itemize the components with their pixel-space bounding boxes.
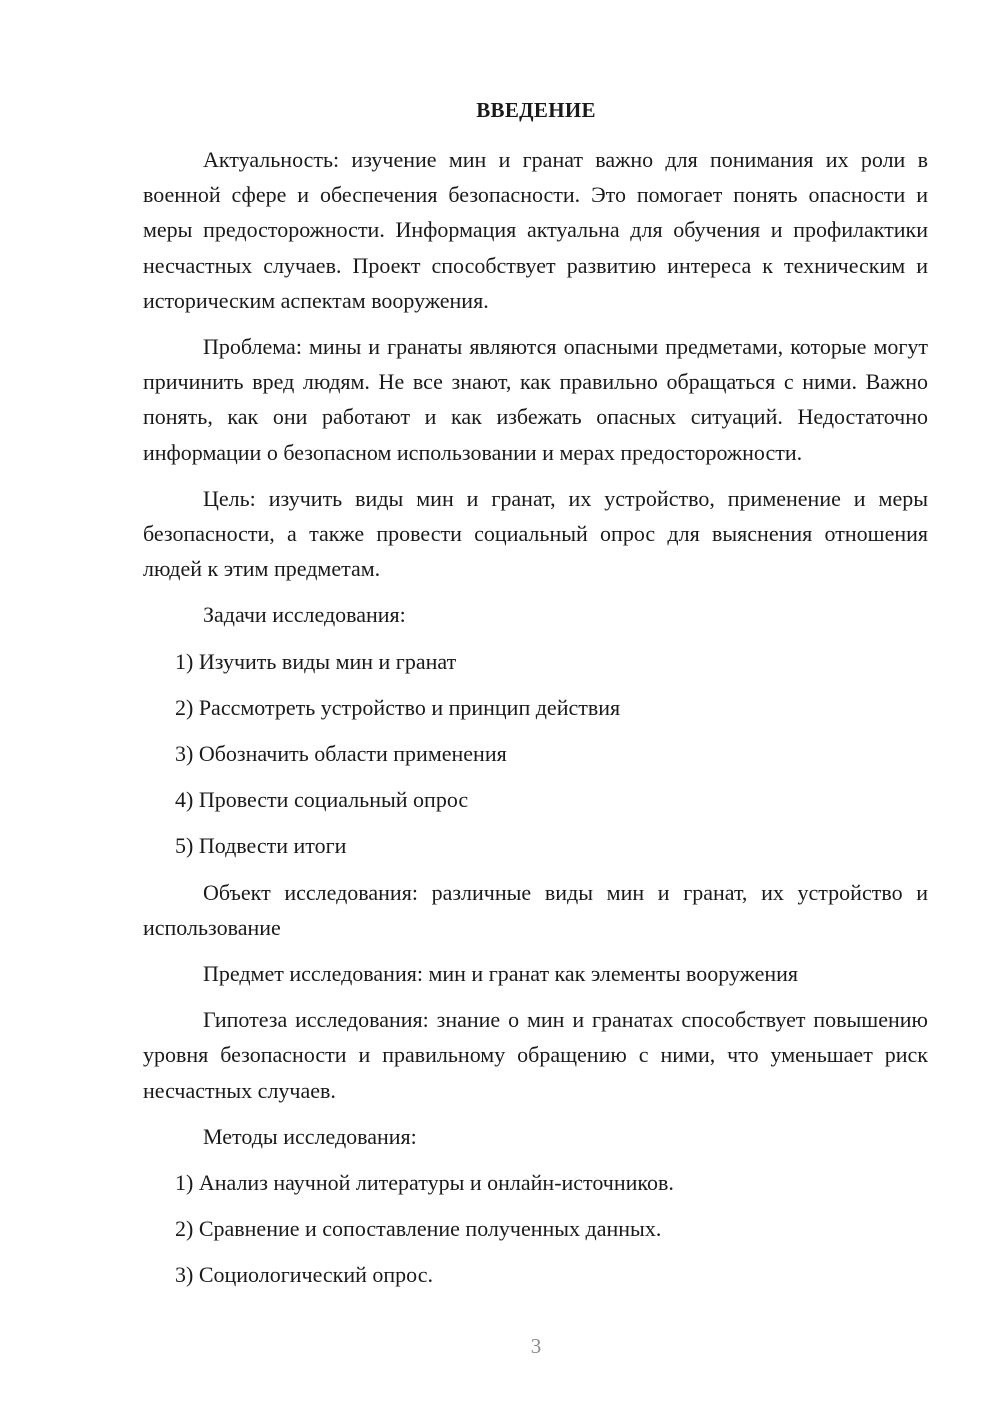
document-body	[143, 142, 928, 1304]
page-number: 3	[530, 1334, 542, 1358]
hypothesis-paragraph: Гипотеза исследования: знание о мин и гранатах способствует повышению уровня безопасности и правильному обращению с ними, что уменьшает риск несчастных случаев.	[143, 1007, 928, 1103]
subject-paragraph: Предмет исследования: мин и гранат как элементы вооружения	[203, 961, 799, 987]
problem-paragraph: Проблема: мины и гранаты являются опасными предметами, которые могут причинить вред людям. Не все знают, как правильно обращаться с ними. Важно понять, как они работают и как избежать опасных ситуаций. Недостаточно информации о безопасном использовании и мерах предосторожности.	[143, 334, 928, 465]
methods-heading: Методы исследования:	[203, 1123, 417, 1149]
list-item: 2) Сравнение и сопоставление полученных данных.	[175, 1216, 662, 1242]
object-paragraph: Объект исследования: различные виды мин и гранат, их устройство и использование	[143, 879, 928, 940]
tasks-list	[143, 644, 928, 864]
tasks-heading: Задачи исследования:	[203, 602, 406, 628]
list-item: 4) Провести социальный опрос	[175, 787, 469, 813]
list-item: 3) Социологический опрос.	[175, 1262, 433, 1288]
list-item: 2) Рассмотреть устройство и принцип действия	[175, 694, 621, 720]
goal-paragraph: Цель: изучить виды мин и гранат, их устройство, применение и меры безопасности, а также провести социальный опрос для выяснения отношения людей к этим предметам.	[143, 485, 928, 582]
list-item: 3) Обозначить области применения	[175, 741, 507, 767]
list-item: 1) Анализ научной литературы и онлайн-источников.	[175, 1170, 674, 1196]
list-item: 1) Изучить виды мин и гранат	[175, 648, 457, 674]
relevance-paragraph: Актуальность: изучение мин и гранат важно для понимания их роли в военной сфере и обеспечения безопасности. Это помогает понять опасности и меры предосторожности. Информация актуальна для обучения и профилактики несчастных случаев. Проект способствует развитию интереса к техническим и историческим аспектам вооружения.	[143, 147, 928, 313]
list-item: 5) Подвести итоги	[175, 833, 347, 859]
page-title: ВВЕДЕНИЕ	[476, 98, 596, 122]
methods-list	[143, 1165, 928, 1293]
